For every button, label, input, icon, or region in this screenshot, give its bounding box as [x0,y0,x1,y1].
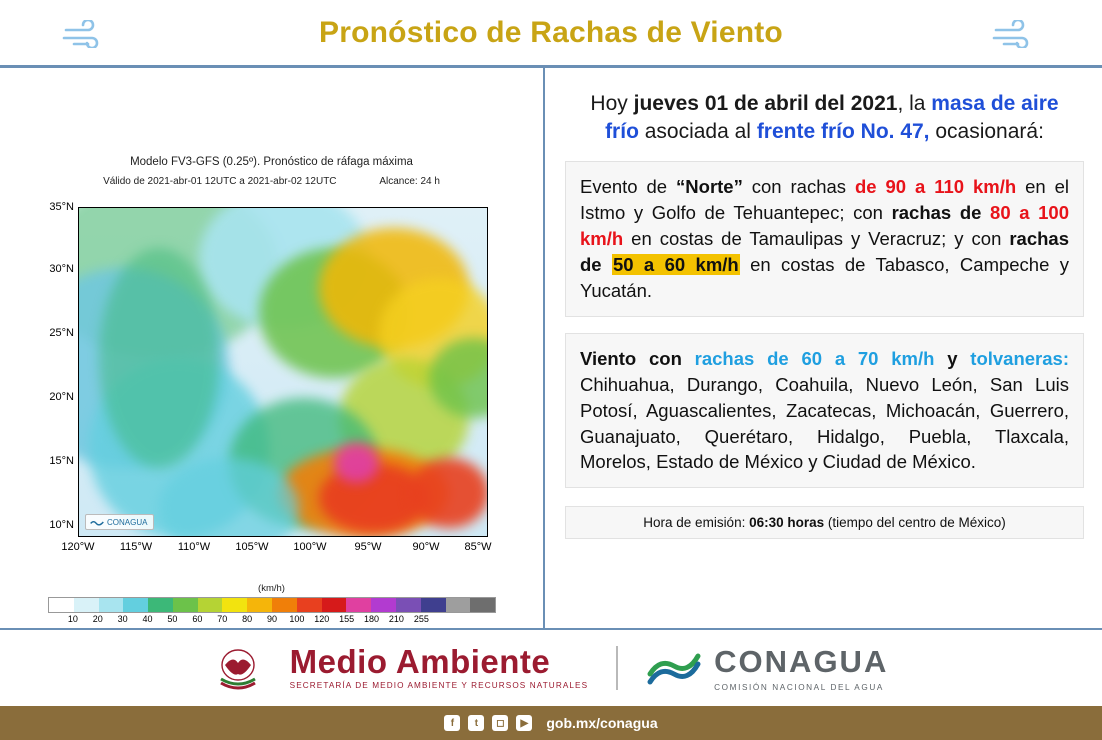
norte-event-card [565,161,1084,316]
colorbar-swatch [297,598,322,612]
colorbar-swatch [148,598,173,612]
page-title: Pronóstico de Rachas de Viento [319,15,783,49]
map-ytick: 20°N [49,391,74,404]
facebook-icon[interactable]: f [444,715,460,731]
colorbar-tick: 90 [266,614,278,625]
map-xtick: 115°W [119,541,153,554]
colorbar-tick: 100 [289,614,305,625]
map-xtick: 95°W [354,541,382,554]
card1-t11: en costas de Tabasco, Campeche y Yucatán. [580,254,1070,301]
forecast-panel [547,68,1102,628]
emission-note: (tiempo del centro de México) [824,515,1006,531]
map-xtick: 90°W [412,541,440,554]
colorbar-swatch [74,598,99,612]
lead-paragraph [565,86,1084,145]
map-model-label: Modelo FV3-GFS (0.25º). Pronóstico de ráfaga máxima [130,156,413,168]
colorbar-swatch [470,598,495,612]
map-ytick: 25°N [49,327,74,340]
lead-date: jueves 01 de abril del 2021 [633,92,898,115]
lead-t7: ocasionará: [929,119,1044,143]
map-caption [0,154,543,189]
colorbar-swatch [346,598,371,612]
card2-states-list: Chihuahua, Durango, Coahuila, Nuevo León, San Luis Potosí, Aguascalientes, Zacatecas, Michoacán, Guerrero, Guanajuato, Querétaro, Hidalgo, Puebla, Tlaxcala, Morelos, Estado de México y Ciudad de México. [580,373,1069,473]
card2-t1: Viento con [580,347,695,369]
card2-tolvaneras: tolvaneras: [970,347,1069,369]
colorbar-tick: 180 [364,614,380,625]
wind-tolvaneras-card [565,333,1084,488]
card2-range-60-70: rachas de 60 a 70 km/h [694,347,935,369]
lead-t5: asociada al [638,119,757,143]
colorbar-labels [48,614,496,628]
logo-strip [0,628,1102,706]
colorbar-swatch [446,598,471,612]
mexico-eagle-icon [214,642,262,694]
youtube-icon[interactable]: ▶ [516,715,532,731]
conagua-subtitle: COMISIÓN NACIONAL DEL AGUA [714,683,884,692]
card1-t1: Evento de [580,176,677,198]
colorbar-tick: 155 [339,614,355,625]
card1-norte: “Norte” [676,176,743,198]
colorbar-tick: 60 [192,614,203,625]
colorbar-tick: 20 [92,614,103,625]
colorbar-swatch [272,598,297,612]
card1-t6: rachas de [891,202,991,224]
logo-divider [616,646,618,690]
twitter-icon[interactable]: t [468,715,484,731]
colorbar-tick: 80 [242,614,253,625]
colorbar-swatch [222,598,247,612]
card1-t9: rachas de [580,228,1069,276]
colorbar-swatch [396,598,421,612]
conagua-logo [646,644,888,693]
colorbar-swatch [371,598,396,612]
map-figure [28,197,508,557]
map-alcance: Alcance: 24 h [379,176,440,188]
lead-t1: Hoy [590,92,634,115]
colorbar-tick: 210 [388,614,404,625]
map-xtick: 120°W [61,541,95,554]
colorbar-swatch [247,598,272,612]
map-ytick: 15°N [49,455,74,468]
colorbar-units: (km/h) [258,583,285,595]
colorbar-tick: 70 [217,614,228,625]
colorbar-tick: 50 [167,614,178,625]
map-xtick: 100°W [293,541,327,554]
colorbar-swatch [123,598,148,612]
colorbar-swatch [421,598,446,612]
colorbar-tick: 10 [67,614,78,625]
colorbar-swatch [99,598,124,612]
colorbar-tick: 40 [142,614,153,625]
emission-value: 06:30 horas [749,515,825,531]
colorbar-swatch [198,598,223,612]
map-ytick: 30°N [49,263,74,276]
colorbar [48,597,496,613]
wind-icon [992,20,1040,48]
conagua-wave-icon [646,644,702,693]
colorbar-tick: 255 [413,614,429,625]
conagua-title: CONAGUA [714,644,889,679]
lead-t3: , la [897,92,932,115]
emission-label: Hora de emisión: [643,515,750,531]
colorbar-swatch [173,598,198,612]
map-valid-range: Válido de 2021-abr-01 12UTC a 2021-abr-02 12UTC [103,176,337,188]
map-xtick: 105°W [235,541,269,554]
lead-airmass: masa de aire frío [605,92,1059,143]
map-panel [0,68,545,628]
footer-url[interactable]: gob.mx/conagua [546,715,658,731]
wind-icon [62,20,110,48]
map-ytick: 10°N [49,519,74,532]
map-plot [78,207,488,537]
instagram-icon[interactable]: ◻ [492,715,508,731]
card1-range-90-110: de 90 a 110 km/h [854,176,1017,198]
conagua-watermark: CONAGUA [85,514,154,530]
emission-time [565,506,1084,539]
lead-front: frente frío No. 47, [756,119,930,143]
semarnat-logo [290,645,589,690]
card1-t3: con rachas [742,176,855,198]
map-ytick: 35°N [49,201,74,214]
card1-range-80-100: 80 a 100 km/h [580,202,1070,250]
colorbar-tick: 120 [314,614,330,625]
map-xtick: 110°W [177,541,211,554]
semarnat-subtitle: SECRETARÍA DE MEDIO AMBIENTE Y RECURSOS NATURALES [289,681,589,691]
card1-t8: en costas de Tamaulipas y Veracruz; y con [623,228,1010,250]
card2-t3: y [934,347,971,369]
card1-t5: en el Istmo y Golfo de Tehuantepec; con [580,176,1069,224]
page-footer [0,706,1102,740]
colorbar-swatch [322,598,347,612]
map-xtick: 85°W [464,541,492,554]
colorbar-swatch [49,598,74,612]
colorbar-tick: 30 [117,614,128,625]
semarnat-title: Medio Ambiente [289,643,551,681]
page-header [0,0,1102,68]
card1-range-50-60: 50 a 60 km/h [612,254,739,276]
